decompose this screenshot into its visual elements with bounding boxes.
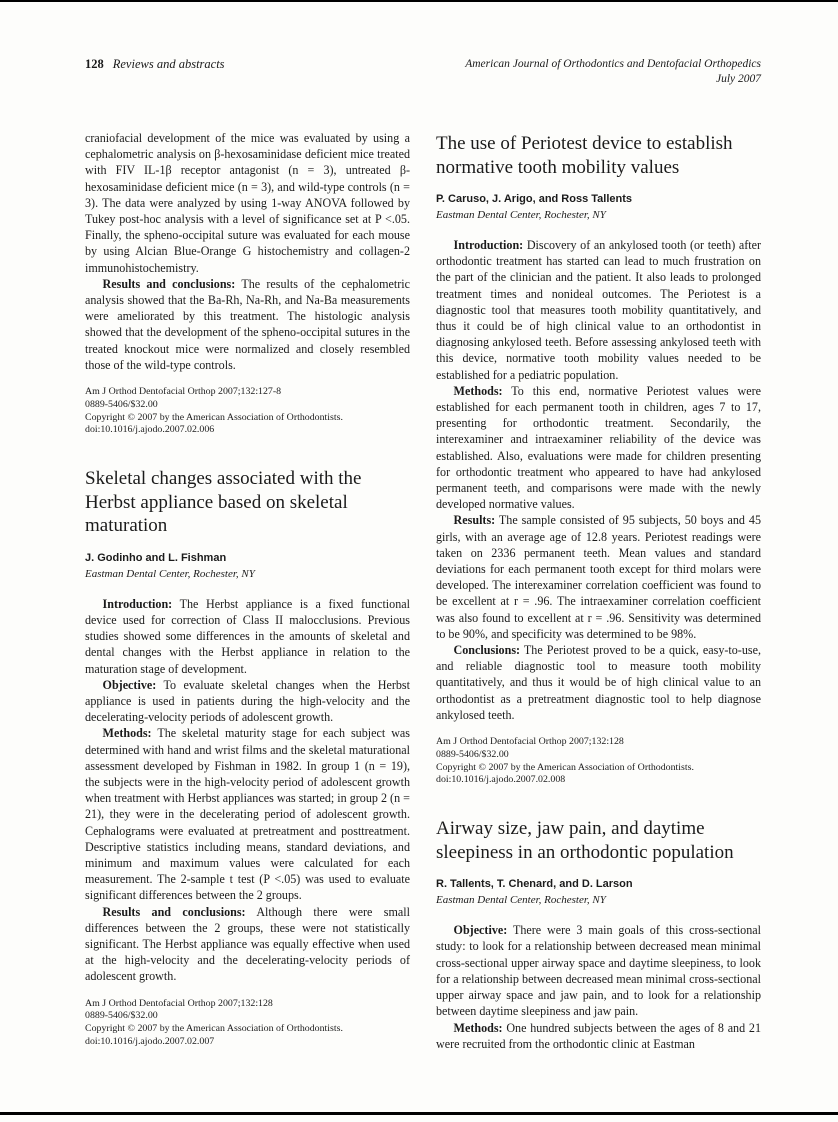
paragraph-label: Objective: [453,923,508,938]
paragraph-text: craniofacial development of the mice was evaluated by using a cephalometric analysis on β-hexosaminidase deficient mice treated with FIV IL-1β receptor antagonist (n = 3), untreated β-hexosaminidase deficient mice (n = 3), and wild-type controls (n = 3). The data were analyzed by using 1-way ANOVA followed by Tukey post-hoc analysis with a level of significance set at P <.05. Finally, the spheno-occipital suture was evaluated for each mouse by using Alcian Blue-Orange G histochemistry and collagen-2 immunohistochemistry. [85,131,410,275]
citation-line: Copyright © 2007 by the American Association of Orthodontists. [436,761,694,773]
paragraph-label: Objective: [102,677,157,692]
citation-line: 0889-5406/$32.00 [436,748,509,760]
paragraph [436,1020,761,1052]
page-bottom-edge [0,1112,838,1115]
article-affiliation: Eastman Dental Center, Rochester, NY [436,209,606,221]
paragraph-text: The sample consisted of 95 subjects, 50 boys and 45 girls, with an average age of 12.8 years. Periotest readings were taken on 2336 permanent teeth. Mean values and standard deviations for each permanent tooth except for third molars were developed. The interexaminer correlation coefficient was found to be excellent at r = .96. The intraexaminer correlation coefficient was also found to excellent at r = .96. Sensitivity was determined to be 90%, and specificity was determined to be 98%. [436,513,761,641]
section-title: Reviews and abstracts [112,57,225,71]
article-authors: P. Caruso, J. Arigo, and Ross Tallents [436,193,633,205]
article-airway-size [436,817,761,1052]
article-skeletal-changes [85,467,410,1049]
paragraph-label: Methods: [102,726,152,741]
header-left [85,57,225,72]
article-affiliation: Eastman Dental Center, Rochester, NY [85,567,255,580]
paragraph-label: Conclusions: [453,643,521,658]
article-title: The use of Periotest device to establish normative tooth mobility values [436,133,733,178]
paragraph-text: The Herbst appliance is a fixed functional device used for correction of Class II malocclusions. Previous studies showed some differences in the amounts of skeletal and dental changes with the Herbst appliance in relation to the maturation stage of development. [85,596,410,676]
citation-line: Am J Orthod Dentofacial Orthop 2007;132:127-8 [85,386,282,398]
citation-line: Copyright © 2007 by the American Association of Orthodontists. [85,1023,343,1035]
paragraph [85,725,410,903]
paragraph [436,512,761,642]
paragraph [436,922,761,1019]
paragraph-text: To this end, normative Periotest values were established for each permanent tooth in children, ages 7 to 17, presenting for orthodontic treatment. Secondarily, the interexaminer and intraexaminer reliability of the device was established. Also, evaluations were made for children presenting for orthodontic treatment who appeared to have had ankylosed permanent teeth, and comparisons were made with the newly developed normative values. [436,383,761,512]
citation-line: Copyright © 2007 by the American Association of Orthodontists. [85,411,343,423]
paragraph-text: The results of the cephalometric analysis showed that the Ba-Rh, Na-Rh, and Na-Ba measurements were ameliorated by this treatment. The histologic analysis showed that the development of the spheno-occipital sutures in the treated knockout mice were normalized and closely resembled those of the wild-type controls. [85,276,410,372]
citation-line: Am J Orthod Dentofacial Orthop 2007;132:128 [436,736,624,748]
paragraph-text: Discovery of an ankylosed tooth (or teeth) after orthodontic treatment has started can lead to much frustration on the part of the clinician and the patient. It also leads to prolonged treatment times and nonideal outcomes. The Periotest is a diagnostic tool that measures tooth mobility quantitatively, and thus it could be of high clinical value to an orthodontist in diagnosing ankylosed teeth. Before assessing ankylosed teeth with this device, normative tooth mobility values needed to be established for a pediatric population. [436,238,761,382]
paragraph [436,237,761,383]
citation-block [85,386,410,437]
citation-line: doi:10.1016/j.ajodo.2007.02.007 [85,1036,215,1047]
citation-block [436,736,761,787]
paragraph-label: Introduction: [453,238,524,252]
paragraph [85,276,410,373]
paragraph-text: The skeletal maturity stage for each subject was determined with hand and wrist films and the skeletal maturational assessment developed by Fishman in 1982. In group 1 (n = 19), the subjects were in the high-velocity period of adolescent growth when treatment with Herbst appliances was started; in group 2 (n = 21), they were in the decelerating period of adolescent growth. Cephalograms were evaluated at pretreatment and posttreatment. Descriptive statistics including means, standard deviations, and minimum and maximum values were calculated for each measurement. The 2-sample t test (P <.05) was used to evaluate significant differences between the 2 groups. [85,726,411,903]
paragraph [85,904,410,985]
paragraph-text: To evaluate skeletal changes when the Herbst appliance is used in patients during the high-velocity and the decelerating-velocity periods of adolescent growth. [85,677,410,725]
article-authors: J. Godinho and L. Fishman [85,551,227,564]
page-number: 128 [85,57,104,71]
issue-date: July 2007 [715,72,761,85]
page-content [85,57,761,1052]
paragraph [436,383,761,513]
citation-line: 0889-5406/$32.00 [85,1010,158,1022]
paragraph-label: Introduction: [102,596,173,611]
citation-line: doi:10.1016/j.ajodo.2007.02.006 [85,424,215,436]
paragraph-label: Methods: [453,1020,503,1035]
paragraph [436,642,761,723]
citation-line: Am J Orthod Dentofacial Orthop 2007;132:128 [85,997,273,1009]
citation-block [85,998,410,1049]
right-column [436,130,761,1052]
paragraph-label: Results and conclusions: [102,904,246,919]
journal-header [85,57,761,86]
paragraph-text: Although there were small differences between the 2 groups, these were not statistically significant. The Herbst appliance was equally effective when used at the high-velocity and the decelerating-velocity periods of adolescent growth. [85,904,411,984]
paragraph-label: Results: [453,513,496,528]
header-right [465,57,761,86]
paragraph-text: One hundred subjects between the ages of 8 and 21 were recruited from the orthodontic clinic at Eastman [436,1020,761,1051]
page-top-edge [0,0,838,2]
article-title: Airway size, jaw pain, and daytime sleepiness in an orthodontic population [436,818,734,863]
paragraph [85,677,410,726]
article-periotest [436,132,761,787]
paragraph-text: There were 3 main goals of this cross-sectional study: to look for a relationship between decreased mean minimal cross-sectional upper airway space and daytime sleepiness, to look for a relationship between decreased mean minimal cross-sectional upper airway space and jaw pain, and to look for a relationship between daytime sleepiness and jaw pain. [436,923,761,1019]
abstract-continuation [85,130,410,437]
article-affiliation: Eastman Dental Center, Rochester, NY [436,894,606,907]
two-column-layout [85,130,761,1052]
citation-line: doi:10.1016/j.ajodo.2007.02.008 [436,774,566,786]
paragraph-label: Results and conclusions: [102,276,236,291]
journal-title: American Journal of Orthodontics and Dentofacial Orthopedics [465,58,761,70]
left-column [85,130,410,1052]
paragraph-label: Methods: [453,383,503,398]
paragraph [85,596,410,677]
article-title: Skeletal changes associated with the Herbst appliance based on skeletal maturation [85,468,362,537]
article-authors: R. Tallents, T. Chenard, and D. Larson [436,878,633,891]
citation-line: 0889-5406/$32.00 [85,398,158,410]
paragraph-text: The Periotest proved to be a quick, easy-to-use, and reliable diagnostic tool to measure tooth mobility quantitatively, and thus it would be of high clinical value to an orthodontist as a pretreatment diagnostic tool to help diagnose ankylosed teeth. [436,643,761,722]
paragraph [85,130,410,276]
